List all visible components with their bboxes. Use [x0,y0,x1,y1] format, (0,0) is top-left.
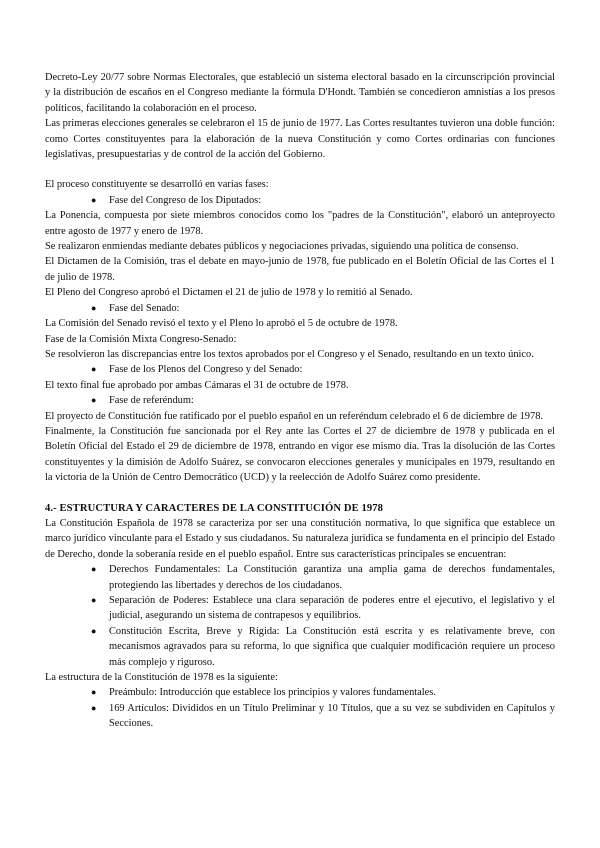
process-paragraph: El Pleno del Congreso aprobó el Dictamen el 21 de julio de 1978 y lo remitió al Senado. [45,287,413,299]
structure-text: Preámbulo: Introducción que establece los principios y valores fundamentales. [109,687,436,699]
process-paragraph: Se resolvieron las discrepancias entre los textos aprobados por el Congreso y el Senado, resultando en un texto único. [45,348,534,360]
feature-item [45,562,555,593]
process-paragraph: El Dictamen de la Comisión, tras el debate en mayo-junio de 1978, fue publicado en el Boletín Oficial de las Cortes el 1 de julio de 1978. [45,256,555,283]
structure-list [45,685,555,731]
spacer [45,486,555,501]
phase-label: Fase de referéndum: [109,395,194,407]
spacer [45,162,555,177]
bullet-icon: ● [91,702,97,713]
intro-paragraph-1: Decreto-Ley 20/77 sobre Normas Electorales, que estableció un sistema electoral basado en la circunscripción provincial y la distribución de escaños en el Congreso mediante la fórmula D'Hondt. También se concedieron amnistías a los presos políticos, facilitando la colaboración en el proceso. [45,72,555,114]
process-paragraph: La Comisión del Senado revisó el texto y el Pleno lo aprobó el 5 de octubre de 1978. [45,318,398,330]
structure-item [45,701,555,732]
process-paragraph: Se realizaron enmiendas mediante debates públicos y negociaciones privadas, siguiendo una política de consenso. [45,241,519,253]
feature-text: Constitución Escrita, Breve y Rígida: La Constitución está escrita y es relativamente breve, con mecanismos agravados para su reforma, lo que significa que cualquier modificación requiere un proceso más complejo y riguroso. [109,625,555,668]
phase-label: Fase del Congreso de los Diputados: [109,194,262,206]
process-paragraph: El proyecto de Constitución fue ratificado por el pueblo español en un referéndum celebrado el 6 de diciembre de 1978. [45,410,543,422]
phase-item [45,362,555,377]
phase-label: Fase de los Plenos del Congreso y del Senado: [109,364,303,376]
bullet-icon: ● [91,564,97,575]
bullet-icon: ● [91,595,97,605]
process-intro: El proceso constituyente se desarrolló en varias fases: [45,179,269,191]
bullet-icon: ● [91,302,97,313]
phase-item [45,301,555,316]
feature-item [45,593,555,624]
phase-list-1 [45,193,555,208]
phase-list-4 [45,393,555,408]
phase-item [45,393,555,408]
intro-paragraph-2: Las primeras elecciones generales se celebraron el 15 de junio de 1977. Las Cortes resultantes tuvieron una doble función: como Cortes constituyentes para la elaboración de la nueva Constitución y como Cortes ordinarias con funciones legislativas, presupuestarias y de control de la acción del Gobierno. [45,118,555,161]
process-paragraph: La Ponencia, compuesta por siete miembros conocidos como los "padres de la Constitución", elaboró un anteproyecto entre agosto de 1977 y enero de 1978. [45,210,555,237]
bullet-icon: ● [91,395,97,406]
structure-item [45,685,555,700]
phase-list-3 [45,362,555,377]
phase-list-2 [45,301,555,316]
phase-label: Fase del Senado: [109,302,180,314]
process-paragraph: El texto final fue aprobado por ambas Cámaras el 31 de octubre de 1978. [45,379,349,391]
bullet-icon: ● [91,194,97,205]
structure-intro: La estructura de la Constitución de 1978 es la siguiente: [45,672,278,684]
bullet-icon: ● [91,625,97,636]
feature-text: Derechos Fundamentales: La Constitución garantiza una amplia gama de derechos fundamentales, protegiendo las libertades y derechos de los ciudadanos. [109,564,555,591]
process-paragraph: Finalmente, la Constitución fue sancionada por el Rey ante las Cortes el 27 de diciembre de 1978 y publicada en el Boletín Oficial del Estado el 29 de diciembre de 1978, entrando en vigor ese mismo día. Tras la disolución de las Cortes constituyentes y la dimisión de Adolfo Suárez, se convocaron elecciones generales y municipales en 1979, resultando en la victoria de la Unión de Centro Democrático (UCD) y la reelección de Adolfo Suárez como presidente. [45,425,555,484]
phase-item [45,193,555,208]
section-heading: 4.- ESTRUCTURA Y CARACTERES DE LA CONSTITUCIÓN DE 1978 [45,502,384,514]
bullet-icon: ● [91,364,97,375]
feature-text: Separación de Poderes: Establece una clara separación de poderes entre el ejecutivo, el legislativo y el judicial, asegurando un sistema de contrapesos y equilibrios. [109,595,555,622]
section-intro: La Constitución Española de 1978 se caracteriza por ser una constitución normativa, lo que significa que establece un marco jurídico vinculante para el Estado y sus ciudadanos. Su naturaleza jurídica se fundamenta en el principio del Estado de Derecho, donde la soberanía reside en el pueblo español. Entre sus características principales se encuentran: [45,517,555,560]
process-paragraph: Fase de la Comisión Mixta Congreso-Senado: [45,333,237,345]
structure-text: 169 Artículos: Divididos en un Título Preliminar y 10 Títulos, que a su vez se subdividen en Capítulos y Secciones. [109,702,555,730]
feature-item [45,624,555,670]
bullet-icon: ● [91,687,97,698]
features-list [45,562,555,670]
